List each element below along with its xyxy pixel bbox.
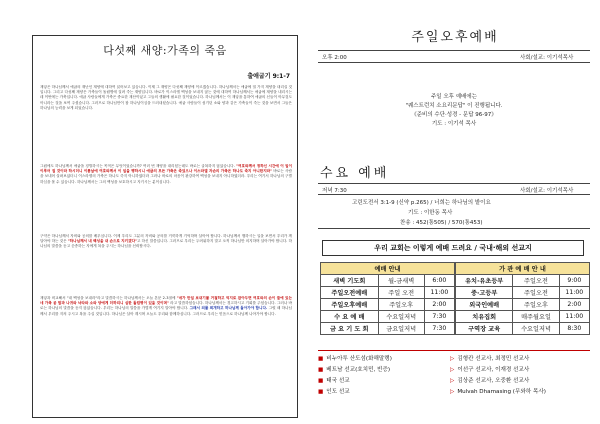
list-item: ■ 비누아투 산도섬(화해말랭) ▷ 김형칸 선교사, 최정민 선교사 xyxy=(318,356,530,362)
highlighted-scripture: "여호와께서 정하신 시간에 이 일이 이루어 질 것이라 하시더니 이튿날에 여호와께서 이 일을 행하시니 애굽의 모든 가축은 죽었으나 이스라엘 자손의 가축은 하나도 죽지 아니한지라" xyxy=(40,164,292,174)
arrow-icon: ▷ xyxy=(450,378,455,384)
afternoon-time: 오후 2:00 xyxy=(322,55,347,61)
wednesday-service-title: 수요 예배 xyxy=(320,166,390,181)
afternoon-line: "퀘스트런치 소요리문답" 이 진행됩니다. xyxy=(405,103,503,109)
department-schedule-table xyxy=(455,262,590,335)
table-row: 치유집회 매주월요일 11:00 xyxy=(456,311,590,323)
afternoon-line: 《준비의 수단·성경 - 문답 96-97》 xyxy=(411,112,497,118)
highlighted-scripture: 그래서 죄를 회개하고 하나님께 돌아가야 합니다. xyxy=(189,306,268,311)
sermon-title: 다섯째 새양:가족의 죽음 xyxy=(103,44,227,57)
bullet-icon: ■ xyxy=(318,356,324,362)
sermon-paragraph xyxy=(40,164,292,230)
schedule-header: 예배 안내 xyxy=(321,263,455,275)
afternoon-service-title: 주일오후예배 xyxy=(411,30,499,45)
afternoon-line: 기도 : 이기석 목사 xyxy=(431,121,477,127)
sermon-paragraph xyxy=(40,234,292,292)
bullet-icon: ■ xyxy=(318,367,324,373)
worship-banner: 우리 교회는 이렇게 예배 드려요 / 국내·해외 선교지 xyxy=(322,240,584,256)
divider xyxy=(318,228,590,229)
sermon-paragraph xyxy=(40,85,292,161)
paragraph-text: 구약은 하나님께서 자비와 공의를 베푸십니다. 이제 우리도 그분의 자비와 공의를 거룩하게 기억하며 살아야 합니다. 하나님께서 행하시는 일을 보면서 우리가 깨달아야 하는 것은 xyxy=(40,234,292,244)
paragraph-text: 재앙은 하나님께서 애굽의 재난인 재양에 대하여 읽어보고 있습니다. 이제 그 재양은 다섯째 재양에 이르겠습니다. 하나님께서는 애굽에 열 가지 재양을 내리실 것입니다. 그리고 다섯째 재양은 가축들이 돌림병에 걸려 죽는 재양입니다. 바로가 이스라엘 백성을 보내지 않는 것에 대하여 하나님께서는 애굽에 재양을 내리시는데 이번에는 가축입니다. 애굽 사람들에게 가축은 중요한 재산이었고 그들의 생활에 필요한 것이었습니다. 하나님께서는 이 재앙을 통하여 애굽의 신들이 아무것도 아니라는 것을 보여 주셨습니다. 그러므로 하나님만이 참 하나님이심을 드러내셨습니다. 애굽 사람들이 섬기던 소와 양과 같은 가축들이 죽는 것을 보면서 그들은 하나님의 능력을 보게 되었습니다. xyxy=(40,85,292,110)
arrow-icon: ▷ xyxy=(450,356,455,362)
schedule-header: 가 관 예 배 안 내 xyxy=(456,263,590,275)
table-row: 금 요 기 도 회 금요일저녁 7:30 xyxy=(321,323,455,335)
list-item: ■ 태국 선교 ▷ 김상준 선교사, 오중환 선교사 xyxy=(318,378,530,384)
paragraph-text: 고 하신 말씀입니다. 그러므로 우리는 두려워하지 말고 오직 하나님만 의지하며 살아가야 합니다. 하나님의 말씀을 듣고 순종하는 자에게 복을 주시는 하나님을 신뢰합시다. xyxy=(40,239,292,249)
highlighted-scripture: "네가 만일 보내기를 거절하고 억지로 잡아두면 여호와의 손이 들에 있는 네 가축 곧 말과 나귀와 낙타와 소와 양에게 더하리니 심한 돌림병이 있을 것이며" xyxy=(40,296,292,306)
divider xyxy=(318,350,590,351)
paragraph-text: 그럴 때 하나님께서 우리를 지켜 주시고 복을 주실 것입니다. 하나님은 살아 계시며 오늘도 우리와 함께하십니다. 그러므로 우리는 믿음으로 하나님께 나아가야 합니다. xyxy=(40,306,292,316)
afternoon-line: 주일 오후 예배에는 xyxy=(430,94,477,100)
sermon-paragraph xyxy=(40,296,292,414)
wednesday-scripture: 고린도전서 3:1-9 (신약 p.265) / 너희는 하나님의 밭이요 xyxy=(352,200,491,206)
table-row: 구역장 교육 수요일저녁 8:30 xyxy=(456,323,590,335)
table-row: 외국인예배 주일오후 2:00 xyxy=(456,299,590,311)
bullet-icon: ■ xyxy=(318,378,324,384)
table-row: 새벽 기도회 월-금새벽 6:00 xyxy=(321,275,455,287)
paragraph-text: 바로는 사람을 보내어 살펴보았더니 이스라엘의 가축은 하나도 죽지 아니하였더라 그러나 바로의 마음이 완강하여 백성을 보내지 아니하였더라. 우리는 여기서 하나님의 구별하심을 볼 수 있습니다. 하나님께서는 그의 백성을 보호하시고 지키시는 분이십니다. xyxy=(40,169,292,184)
bullet-icon: ■ xyxy=(318,389,324,395)
divider xyxy=(318,194,590,195)
table-row: 주일오전예배 주일 오전 11:00 xyxy=(321,287,455,299)
wednesday-prayer: 기도 : 이한동 목사 xyxy=(408,210,453,216)
wednesday-time: 저녁 7:30 xyxy=(322,188,347,194)
afternoon-presider: 사회/설교: 이기석목사 xyxy=(520,55,574,61)
arrow-icon: ▷ xyxy=(450,389,455,395)
wednesday-hymn: 찬송 : 452(통505) / 570(통453) xyxy=(400,220,483,226)
arrow-icon: ▷ xyxy=(450,367,455,373)
verse-reference: 출애굽기 9:1-7 xyxy=(247,73,290,80)
table-row: 수 요 예 배 수요일저녁 7:30 xyxy=(321,311,455,323)
highlighted-scripture: "하나님께서 내 백성을 내 손으로 지키겠다" xyxy=(67,239,137,244)
mission-list xyxy=(318,354,590,398)
paragraph-text: 재앙과 비교해서 "내 백성을 보내라"라고 말씀하시는 하나님께서는 오늘 본문 2-3절에 xyxy=(40,296,177,300)
table-row: 중·고등부 주일오전 11:00 xyxy=(456,287,590,299)
table-row: 유치·유초등부 주일오전 9:00 xyxy=(456,275,590,287)
divider xyxy=(318,183,590,184)
list-item: ■ 베트남 선교(호치민, 빈증) ▷ 이선구 선교사, 이재경 선교사 xyxy=(318,367,530,373)
paragraph-text: 그럼에도 하나님께서 애굽을 징벌하시는 목적은 무엇이었습니까? 여러 번 재양을 내리셨는데도 바로는 굴복하지 않았습니다. xyxy=(40,164,237,168)
table-row: 주일오후예배 주일오후 2:00 xyxy=(321,299,455,311)
worship-schedule-table xyxy=(320,262,455,335)
divider xyxy=(318,62,590,63)
divider xyxy=(318,50,590,51)
list-item: ■ 인도 선교 ▷ Mulvah Dhamasing (무와하 목사) xyxy=(318,389,546,395)
wednesday-presider: 사회/설교: 이기석목사 xyxy=(520,188,574,194)
paragraph-text: 라고 말씀하셨습니다. 하나님께서는 경고하시고 기회를 주셨습니다. 그러나 바로는 하나님의 말씀을 듣지 않았습니다. 우리는 하나님의 말씀을 가볍게 여기지 말아야 합니다. xyxy=(40,301,292,311)
